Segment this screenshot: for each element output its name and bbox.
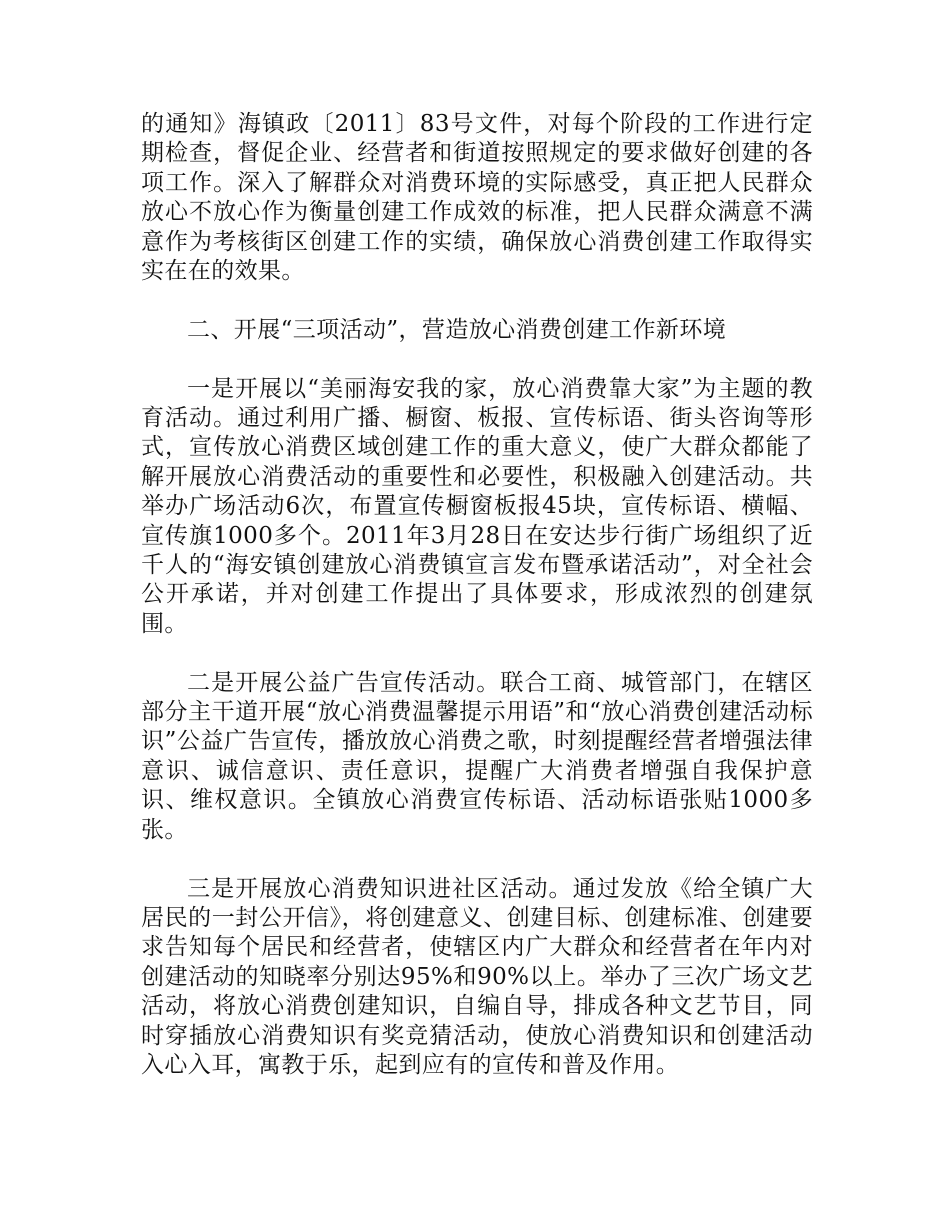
paragraph-continuation: 的通知》海镇政〔2011〕83号文件，对每个阶段的工作进行定期检查，督促企业、经营者和街道按照规定的要求做好创建的各项工作。深入了解群众对消费环境的实际感受，真正把人民群众放心不放心作为衡量创建工作成效的标准，把人民群众满意不满意作为考核街区创建工作的实绩，确保放心消费创建工作取得实实在在的效果。 <box>141 111 813 285</box>
section-heading: 二、开展“三项活动”，营造放心消费创建工作新环境 <box>187 316 727 343</box>
paragraph-activity-3: 三是开展放心消费知识进社区活动。通过发放《给全镇广大居民的一封公开信》，将创建意义、创建目标、创建标准、创建要求告知每个居民和经营者，使辖区内广大群众和经营者在年内对创建活动的知晓率分别达95%和90%以上。举办了三次广场文艺活动，将放心消费创建知识，自编自导，排成各种文艺节目，同时穿插放心消费知识有奖竞猜活动，使放心消费知识和创建活动入心入耳，寓教于乐，起到应有的宣传和普及作用。 <box>141 875 813 1078</box>
paragraph-activity-2: 二是开展公益广告宣传活动。联合工商、城管部门，在辖区部分主干道开展“放心消费温馨提示用语”和“放心消费创建活动标识”公益广告宣传，播放放心消费之歌，时刻提醒经营者增强法律意识、诚信意识、责任意识，提醒广大消费者增强自我保护意识、维权意识。全镇放心消费宣传标语、活动标语张贴1000多张。 <box>141 669 813 843</box>
paragraph-activity-1: 一是开展以“美丽海安我的家，放心消费靠大家”为主题的教育活动。通过利用广播、橱窗、板报、宣传标语、街头咨询等形式，宣传放心消费区域创建工作的重大意义，使广大群众都能了解开展放心消费活动的重要性和必要性，积极融入创建活动。共举办广场活动6次，布置宣传橱窗板报45块，宣传标语、横幅、宣传旗1000多个。2011年3月28日在安达步行街广场组织了近千人的“海安镇创建放心消费镇宣言发布暨承诺活动”，对全社会公开承诺，并对创建工作提出了具体要求，形成浓烈的创建氛围。 <box>141 375 813 637</box>
document-page <box>141 110 813 1110</box>
